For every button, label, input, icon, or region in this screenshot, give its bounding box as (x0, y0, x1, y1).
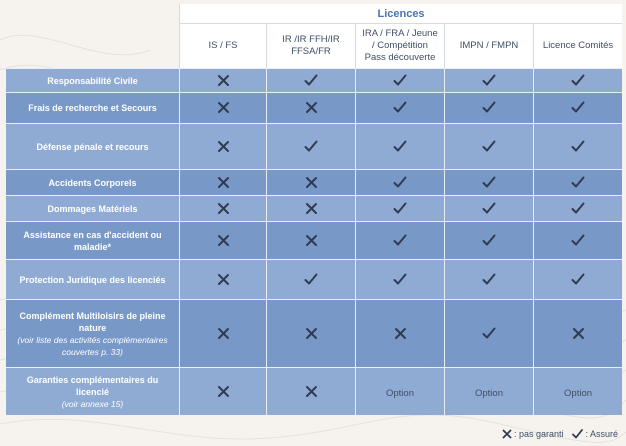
cross-icon (217, 202, 230, 215)
row-label-text: Garanties complémentaires du licencié (26, 374, 159, 397)
row-note: (voir liste des activités complémentaires couvertes p. 33) (17, 334, 168, 357)
coverage-cell (266, 195, 355, 221)
row-label (6, 123, 179, 169)
table-row (6, 92, 622, 123)
check-icon (571, 101, 585, 114)
row-label-text: Protection Juridique des licenciés (19, 274, 166, 285)
legend-insured: : Assuré (585, 429, 618, 439)
row-label-text: Dommages Matériels (47, 203, 138, 214)
check-icon (571, 234, 585, 247)
cross-icon (217, 74, 230, 87)
check-icon (572, 429, 583, 439)
check-icon (393, 176, 407, 189)
coverage-cell (355, 169, 444, 195)
coverage-cell (533, 299, 622, 367)
row-label (6, 221, 179, 259)
coverage-cell (355, 367, 444, 415)
legend-not-guaranteed: : pas garanti (513, 429, 564, 439)
coverage-cell (266, 92, 355, 123)
cross-icon (217, 273, 230, 286)
table-corner (6, 4, 179, 24)
row-label (6, 92, 179, 123)
table-row (6, 68, 622, 92)
table-row (6, 299, 622, 367)
cross-icon (305, 234, 318, 247)
check-icon (482, 140, 496, 153)
table-row (6, 123, 622, 169)
coverage-cell (533, 68, 622, 92)
cross-icon (305, 385, 318, 398)
coverage-cell (355, 259, 444, 299)
row-label-text: Frais de recherche et Secours (28, 103, 157, 113)
coverage-cell (444, 68, 533, 92)
row-label (6, 68, 179, 92)
cross-icon (394, 327, 407, 340)
check-icon (393, 202, 407, 215)
check-icon (571, 176, 585, 189)
option-label: Option (386, 387, 414, 399)
coverage-cell (444, 169, 533, 195)
row-note: (voir annexe 15) (61, 398, 124, 409)
check-icon (482, 101, 496, 114)
row-label (6, 259, 179, 299)
table-row (6, 221, 622, 259)
row-label-text: Responsabilité Civile (47, 75, 138, 86)
row-label (6, 195, 179, 221)
coverage-cell (266, 299, 355, 367)
cross-icon (305, 327, 318, 340)
coverage-cell (266, 221, 355, 259)
check-icon (571, 140, 585, 153)
coverage-cell (179, 259, 266, 299)
coverage-cell (444, 299, 533, 367)
cross-icon (217, 101, 230, 114)
check-icon (393, 273, 407, 286)
check-icon (571, 202, 585, 215)
coverage-cell (533, 123, 622, 169)
coverage-cell (266, 259, 355, 299)
cross-icon (217, 234, 230, 247)
legend (502, 429, 618, 439)
coverage-cell (355, 123, 444, 169)
coverage-cell (179, 367, 266, 415)
row-label-text: Complément Multiloisirs de pleine nature (19, 310, 166, 333)
coverage-cell (533, 92, 622, 123)
check-icon (482, 176, 496, 189)
coverage-cell (533, 169, 622, 195)
check-icon (304, 273, 318, 286)
option-label: Option (475, 387, 503, 399)
cross-icon (572, 327, 585, 340)
column-header: Licence Comités (533, 24, 622, 68)
coverage-cell (355, 92, 444, 123)
coverage-cell (179, 68, 266, 92)
check-icon (393, 234, 407, 247)
column-header: IR /IR FFH/IR FFSA/FR (266, 24, 355, 68)
cross-icon (305, 176, 318, 189)
row-label (6, 169, 179, 195)
table-row (6, 195, 622, 221)
cross-icon (305, 101, 318, 114)
coverage-cell (444, 259, 533, 299)
coverage-cell (444, 92, 533, 123)
coverage-table (6, 4, 622, 415)
cross-icon (217, 327, 230, 340)
coverage-cell (444, 195, 533, 221)
row-label-text: Défense pénale et recours (36, 141, 149, 152)
check-icon (393, 140, 407, 153)
licences-group-title: Licences (179, 4, 622, 24)
cross-icon (217, 385, 230, 398)
check-icon (393, 74, 407, 87)
coverage-cell (533, 195, 622, 221)
coverage-cell (355, 299, 444, 367)
row-label-text: Assistance en cas d'accident ou maladie* (23, 229, 162, 252)
coverage-cell (533, 221, 622, 259)
coverage-cell (179, 299, 266, 367)
coverage-cell (444, 123, 533, 169)
check-icon (482, 273, 496, 286)
table-row (6, 259, 622, 299)
cross-icon (217, 140, 230, 153)
check-icon (304, 140, 318, 153)
coverage-cell (266, 367, 355, 415)
column-header: IS / FS (179, 24, 266, 68)
coverage-cell (179, 221, 266, 259)
check-icon (482, 234, 496, 247)
table-corner-lower (6, 24, 179, 68)
check-icon (304, 74, 318, 87)
coverage-cell (266, 68, 355, 92)
row-label (6, 299, 179, 367)
table-row (6, 367, 622, 415)
coverage-cell (266, 169, 355, 195)
row-label (6, 367, 179, 415)
cross-icon (305, 202, 318, 215)
coverage-cell (179, 169, 266, 195)
table-row (6, 169, 622, 195)
coverage-cell (355, 221, 444, 259)
check-icon (482, 202, 496, 215)
coverage-cell (533, 367, 622, 415)
check-icon (571, 273, 585, 286)
option-label: Option (564, 387, 593, 399)
coverage-cell (179, 123, 266, 169)
cross-icon (502, 429, 512, 439)
coverage-cell (533, 259, 622, 299)
column-header: IRA / FRA / Jeune / Compétition Pass découverte (355, 24, 444, 68)
check-icon (482, 327, 496, 340)
column-header: IMPN / FMPN (444, 24, 533, 68)
check-icon (393, 101, 407, 114)
coverage-cell (444, 367, 533, 415)
check-icon (482, 74, 496, 87)
cross-icon (217, 176, 230, 189)
row-label-text: Accidents Corporels (48, 177, 137, 188)
coverage-cell (355, 195, 444, 221)
coverage-cell (179, 92, 266, 123)
coverage-cell (444, 221, 533, 259)
coverage-cell (266, 123, 355, 169)
coverage-cell (179, 195, 266, 221)
coverage-cell (355, 68, 444, 92)
check-icon (571, 74, 585, 87)
